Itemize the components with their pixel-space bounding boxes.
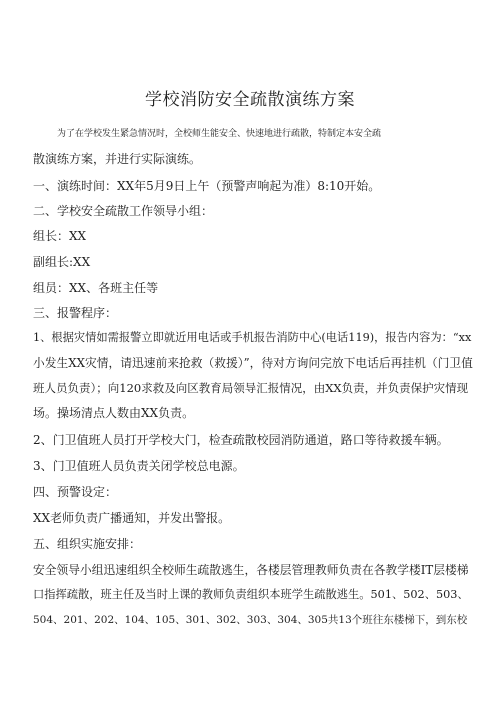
paragraph-line: 为了在学校发生紧急情况时，全校师生能安全、快速地进行疏散，特制定本安全疏	[57, 129, 382, 139]
paragraph-line: 组长：XX	[33, 229, 87, 243]
section-heading: 四、预警设定：	[33, 485, 118, 499]
paragraph-line: 2、门卫值班人员打开学校大门，检查疏散校园消防通道，路口等待救援车辆。	[33, 433, 449, 447]
paragraph-line: 1、根据灾情如需报警立即就近用电话或手机报告消防中心(电话119)，报告内容为：“xx	[33, 331, 472, 344]
paragraph-line: 散演练方案，并进行实际演练。	[33, 152, 202, 166]
paragraph-line: 副组长:XX	[33, 255, 91, 269]
paragraph-line: 小发生XX灾情，请迅速前来抢救（救援）”，待对方询问完放下电话后再挂机（门卫值	[33, 356, 473, 370]
section-heading: 三、报警程序：	[33, 306, 118, 320]
section-heading: 五、组织实施安排：	[33, 537, 142, 551]
paragraph-line: 班人员负责）；向120求救及向区教育局领导汇报情况，由XX负责，并负责保护灾情现	[33, 381, 469, 395]
paragraph-line: 组员：XX、各班主任等	[33, 281, 159, 295]
paragraph-line: XX老师负责广播通知，并发出警报。	[33, 511, 231, 525]
paragraph-line: 场。操场清点人数由XX负责。	[33, 406, 195, 420]
section-heading: 一、演练时间：XX年5月9日上午（预警声响起为准）8:10开始。	[33, 179, 381, 193]
paragraph-line: 504、201、202、104、105、301、302、303、304、305共13个班往东楼梯下，到东校	[33, 614, 468, 626]
section-heading: 二、学校安全疏散工作领导小组：	[33, 204, 214, 218]
paragraph-line: 口指挥疏散，班主任及当时上课的教师负责组织本班学生疏散逃生。501、502、503、	[33, 588, 469, 601]
paragraph-line: 3、门卫值班人员负责关闭学校总电源。	[33, 459, 245, 473]
paragraph-line: 安全领导小组迅速组织全校师生疏散逃生，各楼层管理教师负责在各教学楼IT层楼梯	[33, 563, 469, 577]
document-title: 学校消防安全疏散演练方案	[145, 90, 355, 110]
